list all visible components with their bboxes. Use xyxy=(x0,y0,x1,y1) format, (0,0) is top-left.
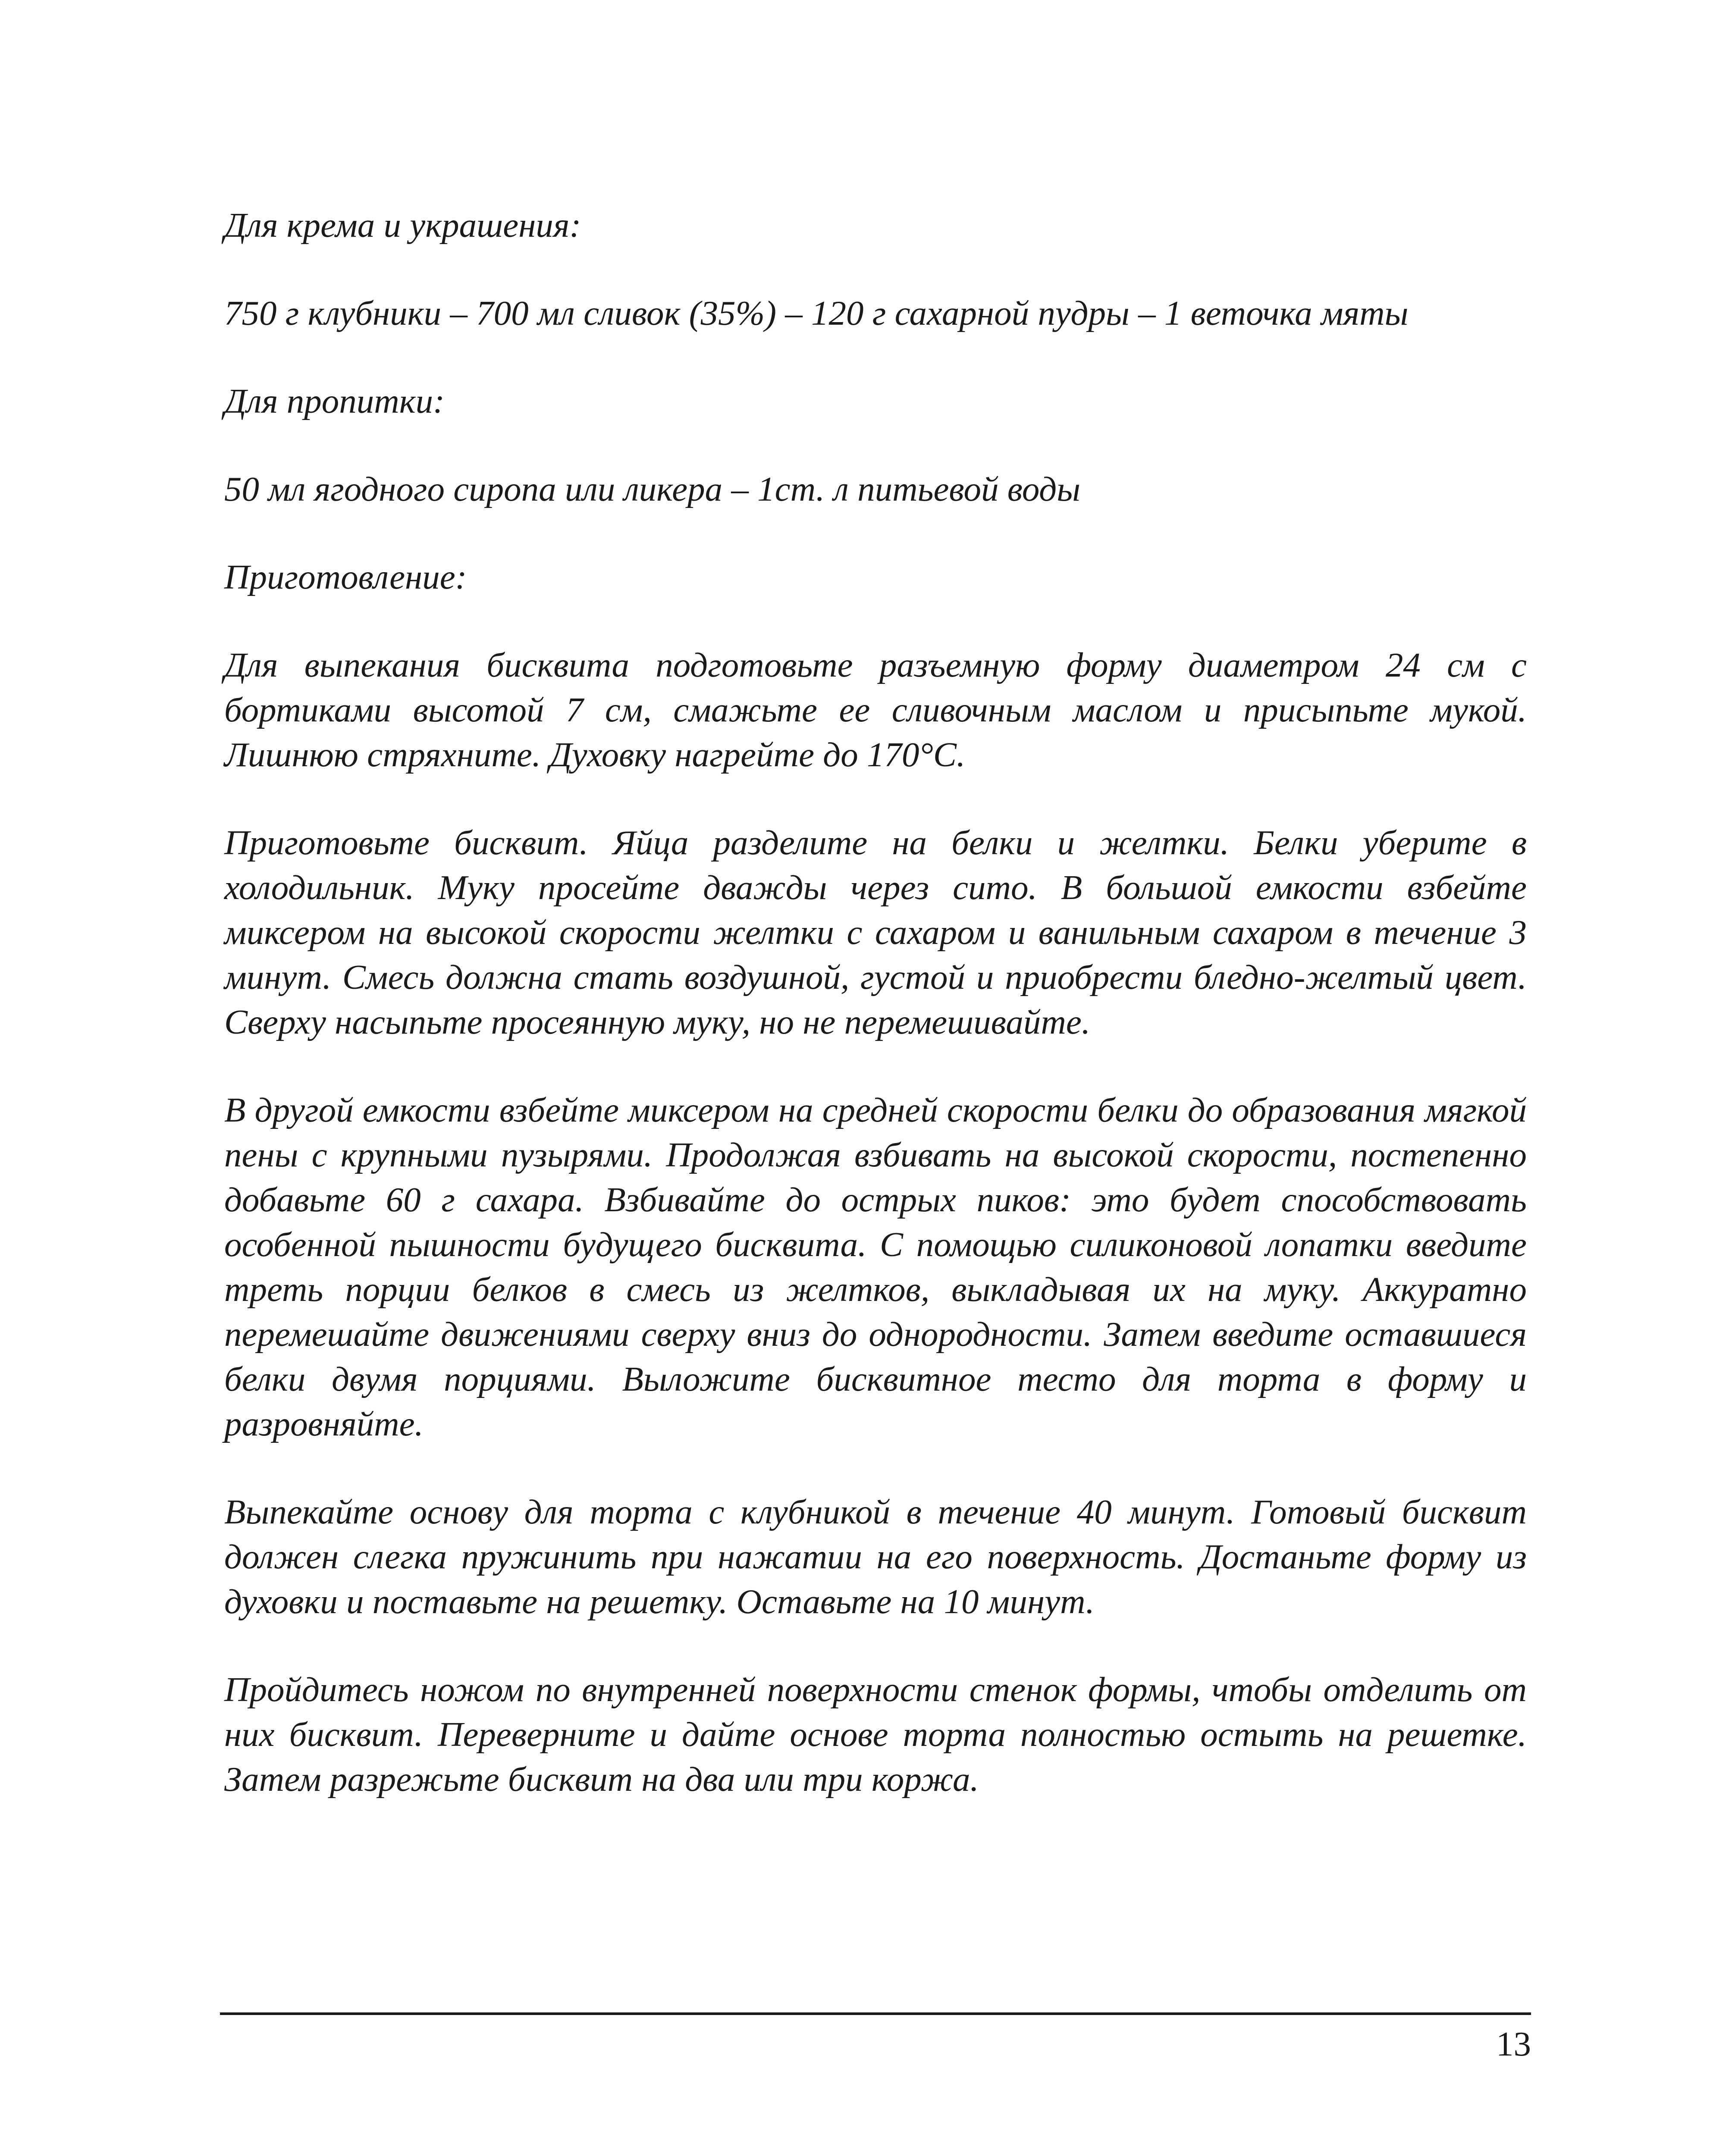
step-paragraph: Пройдитесь ножом по внутренней поверхности стенок формы, чтобы отделить от них бисквит. Переверните и дайте основе торта полностью остыть на решетке. Затем разрежьте бисквит на два или три коржа. xyxy=(224,1670,1527,1799)
step-paragraph: Выпекайте основу для торта с клубникой в течение 40 минут. Готовый бисквит должен слегка пружинить при нажатии на его поверхность. Достаньте форму из духовки и поставьте на решетку. Оставьте на 10 минут. xyxy=(224,1492,1527,1621)
soak-heading: Для пропитки: xyxy=(224,382,445,420)
footer-divider xyxy=(220,2012,1531,2015)
page-number: 13 xyxy=(1496,2024,1531,2063)
cream-heading: Для крема и украшения: xyxy=(224,206,581,244)
step-paragraph: В другой емкости взбейте миксером на средней скорости белки до образования мягкой пены с крупными пузырями. Продолжая взбивать на высокой скорости, постепенно добавьте 60 г сахара. Взбивайте до острых пиков: это будет способствовать особенной пышности будущего бисквита. С помощью силиконовой лопатки введите треть порции белков в смесь из желтков, выкладывая их на муку. Аккуратно перемешайте движениями сверху вниз до однородности. Затем введите оставшиеся белки двумя порциями. Выложите бисквитное тесто для торта в форму и разровняйте. xyxy=(224,1091,1527,1443)
recipe-text xyxy=(224,203,1527,1845)
step-paragraph: Для выпекания бисквита подготовьте разъемную форму диаметром 24 см с бортиками высотой 7 см, смажьте ее сливочным маслом и присыпьте мукой. Лишнюю стряхните. Духовку нагрейте до 170°С. xyxy=(224,646,1527,774)
method-heading: Приготовление: xyxy=(224,558,467,596)
step-paragraph: Приготовьте бисквит. Яйца разделите на белки и желтки. Белки уберите в холодильник. Муку просейте дважды через сито. В большой емкости взбейте миксером на высокой скорости желтки с сахаром и ванильным сахаром в течение 3 минут. Смесь должна стать воздушной, густой и приобрести бледно-желтый цвет. Сверху насыпьте просеянную муку, но не перемешивайте. xyxy=(224,823,1527,1041)
cream-ingredients: 750 г клубники – 700 мл сливок (35%) – 120 г сахарной пудры – 1 веточка мяты xyxy=(224,294,1409,332)
soak-ingredients: 50 мл ягодного сиропа или ликера – 1ст. л питьевой воды xyxy=(224,470,1081,508)
